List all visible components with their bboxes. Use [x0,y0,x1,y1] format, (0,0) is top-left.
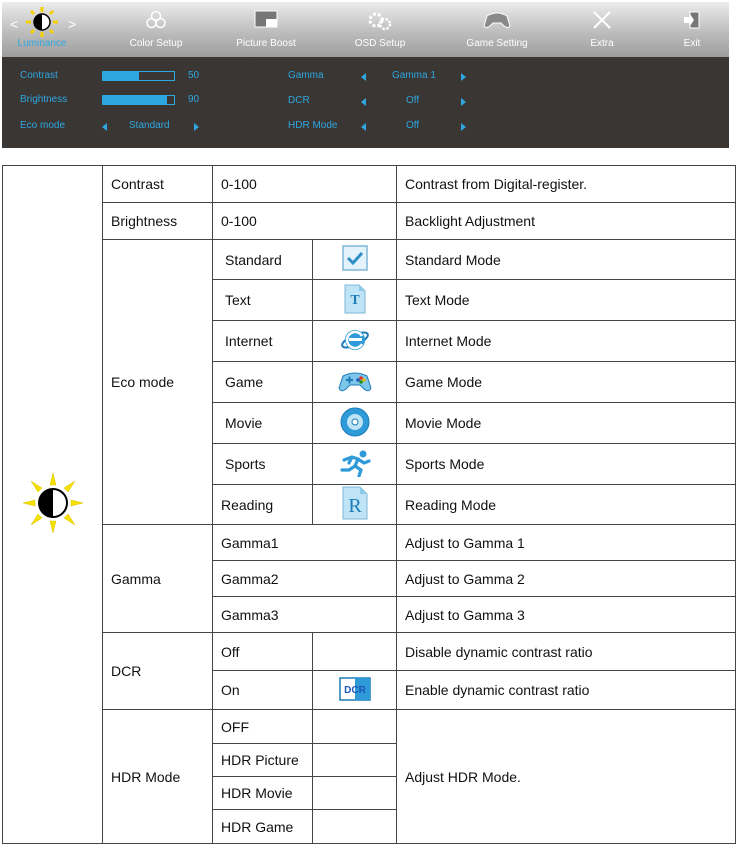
option-description: Internet Mode [397,321,736,362]
option-label: Off [213,633,313,671]
item-name: Contrast [103,166,213,203]
option-description: Standard Mode [397,240,736,280]
text-document-icon [343,292,367,317]
arrow-left-icon[interactable] [361,98,366,106]
menu-item-luminance[interactable] [2,2,82,57]
sun-icon [21,522,85,538]
menu-item-game-setting[interactable] [457,2,537,57]
disc-icon [340,424,370,440]
osd-eco-mode-label: Eco mode [20,120,66,131]
arrow-right-icon[interactable] [194,123,199,131]
menu-item-color-setup[interactable] [116,2,196,57]
osd-brightness-slider[interactable] [102,95,175,105]
option-description: Reading Mode [397,485,736,525]
item-name: Eco mode [103,240,213,525]
option-label: Gamma2 [213,561,397,597]
option-icon-cell [313,633,397,671]
item-name: DCR [103,633,213,710]
menu-item-label: Extra [590,38,614,49]
option-label: Reading [213,485,313,525]
menu-item-picture-boost[interactable] [226,2,306,57]
menu-item-label: Color Setup [129,38,183,49]
exit-icon [682,10,702,35]
dcr-icon-text: DCR [343,684,366,696]
osd-menu-bar [2,2,729,57]
extra-icon [591,10,613,35]
game-setting-icon [483,10,511,35]
menu-item-label: OSD Setup [354,38,406,49]
item-name: Gamma [103,525,213,633]
option-label: On [213,671,313,710]
osd-eco-mode-value: Standard [129,120,170,131]
dcr-icon [339,684,371,704]
option-description: Movie Mode [397,403,736,444]
menu-item-label: Luminance [17,38,67,49]
table-row-gamma1 [3,525,736,561]
luminance-settings-table [2,165,736,844]
option-description: Sports Mode [397,444,736,485]
option-icon-cell [313,744,397,777]
color-setup-icon [145,10,167,35]
internet-explorer-icon [340,342,370,358]
item-name: HDR Mode [103,710,213,844]
option-description: Adjust HDR Mode. [397,710,736,844]
osd-setup-icon [367,10,393,37]
text-glyph: T [349,292,360,308]
osd-dcr-label: DCR [288,95,310,106]
table-row-dcr-off [3,633,736,671]
option-label: Internet [213,321,313,362]
luminance-cell [3,166,103,844]
osd-contrast-slider[interactable] [102,71,175,81]
item-range: 0-100 [213,166,397,203]
option-label: Gamma3 [213,597,397,633]
option-icon-cell [313,485,397,525]
option-label: Text [213,280,313,321]
arrow-right-icon[interactable] [461,123,466,131]
chevron-left-icon[interactable]: < [10,16,19,32]
option-icon-cell [313,710,397,744]
table-row-contrast [3,166,736,203]
runner-icon [338,464,372,480]
option-icon-cell [313,240,397,280]
arrow-left-icon[interactable] [361,73,366,81]
item-description: Backlight Adjustment [397,203,736,240]
menu-item-osd-setup[interactable] [340,2,420,57]
osd-gamma-label: Gamma [288,70,324,81]
gamepad-icon [338,381,372,397]
osd-brightness-label: Brightness [20,94,68,105]
option-label: Game [213,362,313,403]
option-description: Game Mode [397,362,736,403]
option-icon-cell [313,444,397,485]
item-description: Contrast from Digital-register. [397,166,736,203]
osd-hdr-mode-value: Off [406,120,420,131]
option-icon-cell [313,671,397,710]
chevron-right-icon[interactable]: > [68,16,77,32]
reading-glyph: R [347,495,362,517]
osd-hdr-mode-label: HDR Mode [288,120,338,131]
option-icon-cell [313,777,397,810]
table-row-brightness [3,203,736,240]
table-row-eco-standard [3,240,736,280]
slider-fill [103,72,139,80]
option-icon-cell [313,321,397,362]
arrow-right-icon[interactable] [461,73,466,81]
osd-gamma-value: Gamma 1 [392,70,436,81]
option-label: HDR Movie [213,777,313,810]
option-label: HDR Game [213,810,313,844]
option-description: Adjust to Gamma 2 [397,561,736,597]
osd-contrast-value: 50 [188,70,200,81]
menu-item-extra[interactable] [562,2,642,57]
menu-item-label: Exit [683,38,701,49]
option-description: Enable dynamic contrast ratio [397,671,736,710]
option-icon-cell [313,280,397,321]
option-description: Text Mode [397,280,736,321]
option-label: Sports [213,444,313,485]
option-description: Disable dynamic contrast ratio [397,633,736,671]
osd-brightness-value: 90 [188,94,200,105]
option-icon-cell [313,403,397,444]
option-label: Standard [213,240,313,280]
option-description: Adjust to Gamma 1 [397,525,736,561]
item-name: Brightness [103,203,213,240]
option-label: OFF [213,710,313,744]
table-row-hdr-off [3,710,736,744]
arrow-left-icon[interactable] [102,123,107,131]
osd-contrast-label: Contrast [20,70,58,81]
arrow-left-icon[interactable] [361,123,366,131]
osd-screenshot [2,2,729,148]
option-icon-cell [313,810,397,844]
option-label: Movie [213,403,313,444]
checkmark-icon [341,259,369,275]
menu-item-exit[interactable] [652,2,732,57]
slider-fill [103,96,167,104]
option-label: HDR Picture [213,744,313,777]
arrow-right-icon[interactable] [461,98,466,106]
osd-settings-panel [2,57,729,148]
reading-document-icon [341,495,369,523]
picture-boost-icon [254,10,278,33]
option-icon-cell [313,362,397,403]
osd-dcr-value: Off [406,95,420,106]
option-description: Adjust to Gamma 3 [397,597,736,633]
menu-item-label: Game Setting [466,38,528,49]
option-label: Gamma1 [213,525,397,561]
item-range: 0-100 [213,203,397,240]
menu-item-label: Picture Boost [236,38,296,49]
